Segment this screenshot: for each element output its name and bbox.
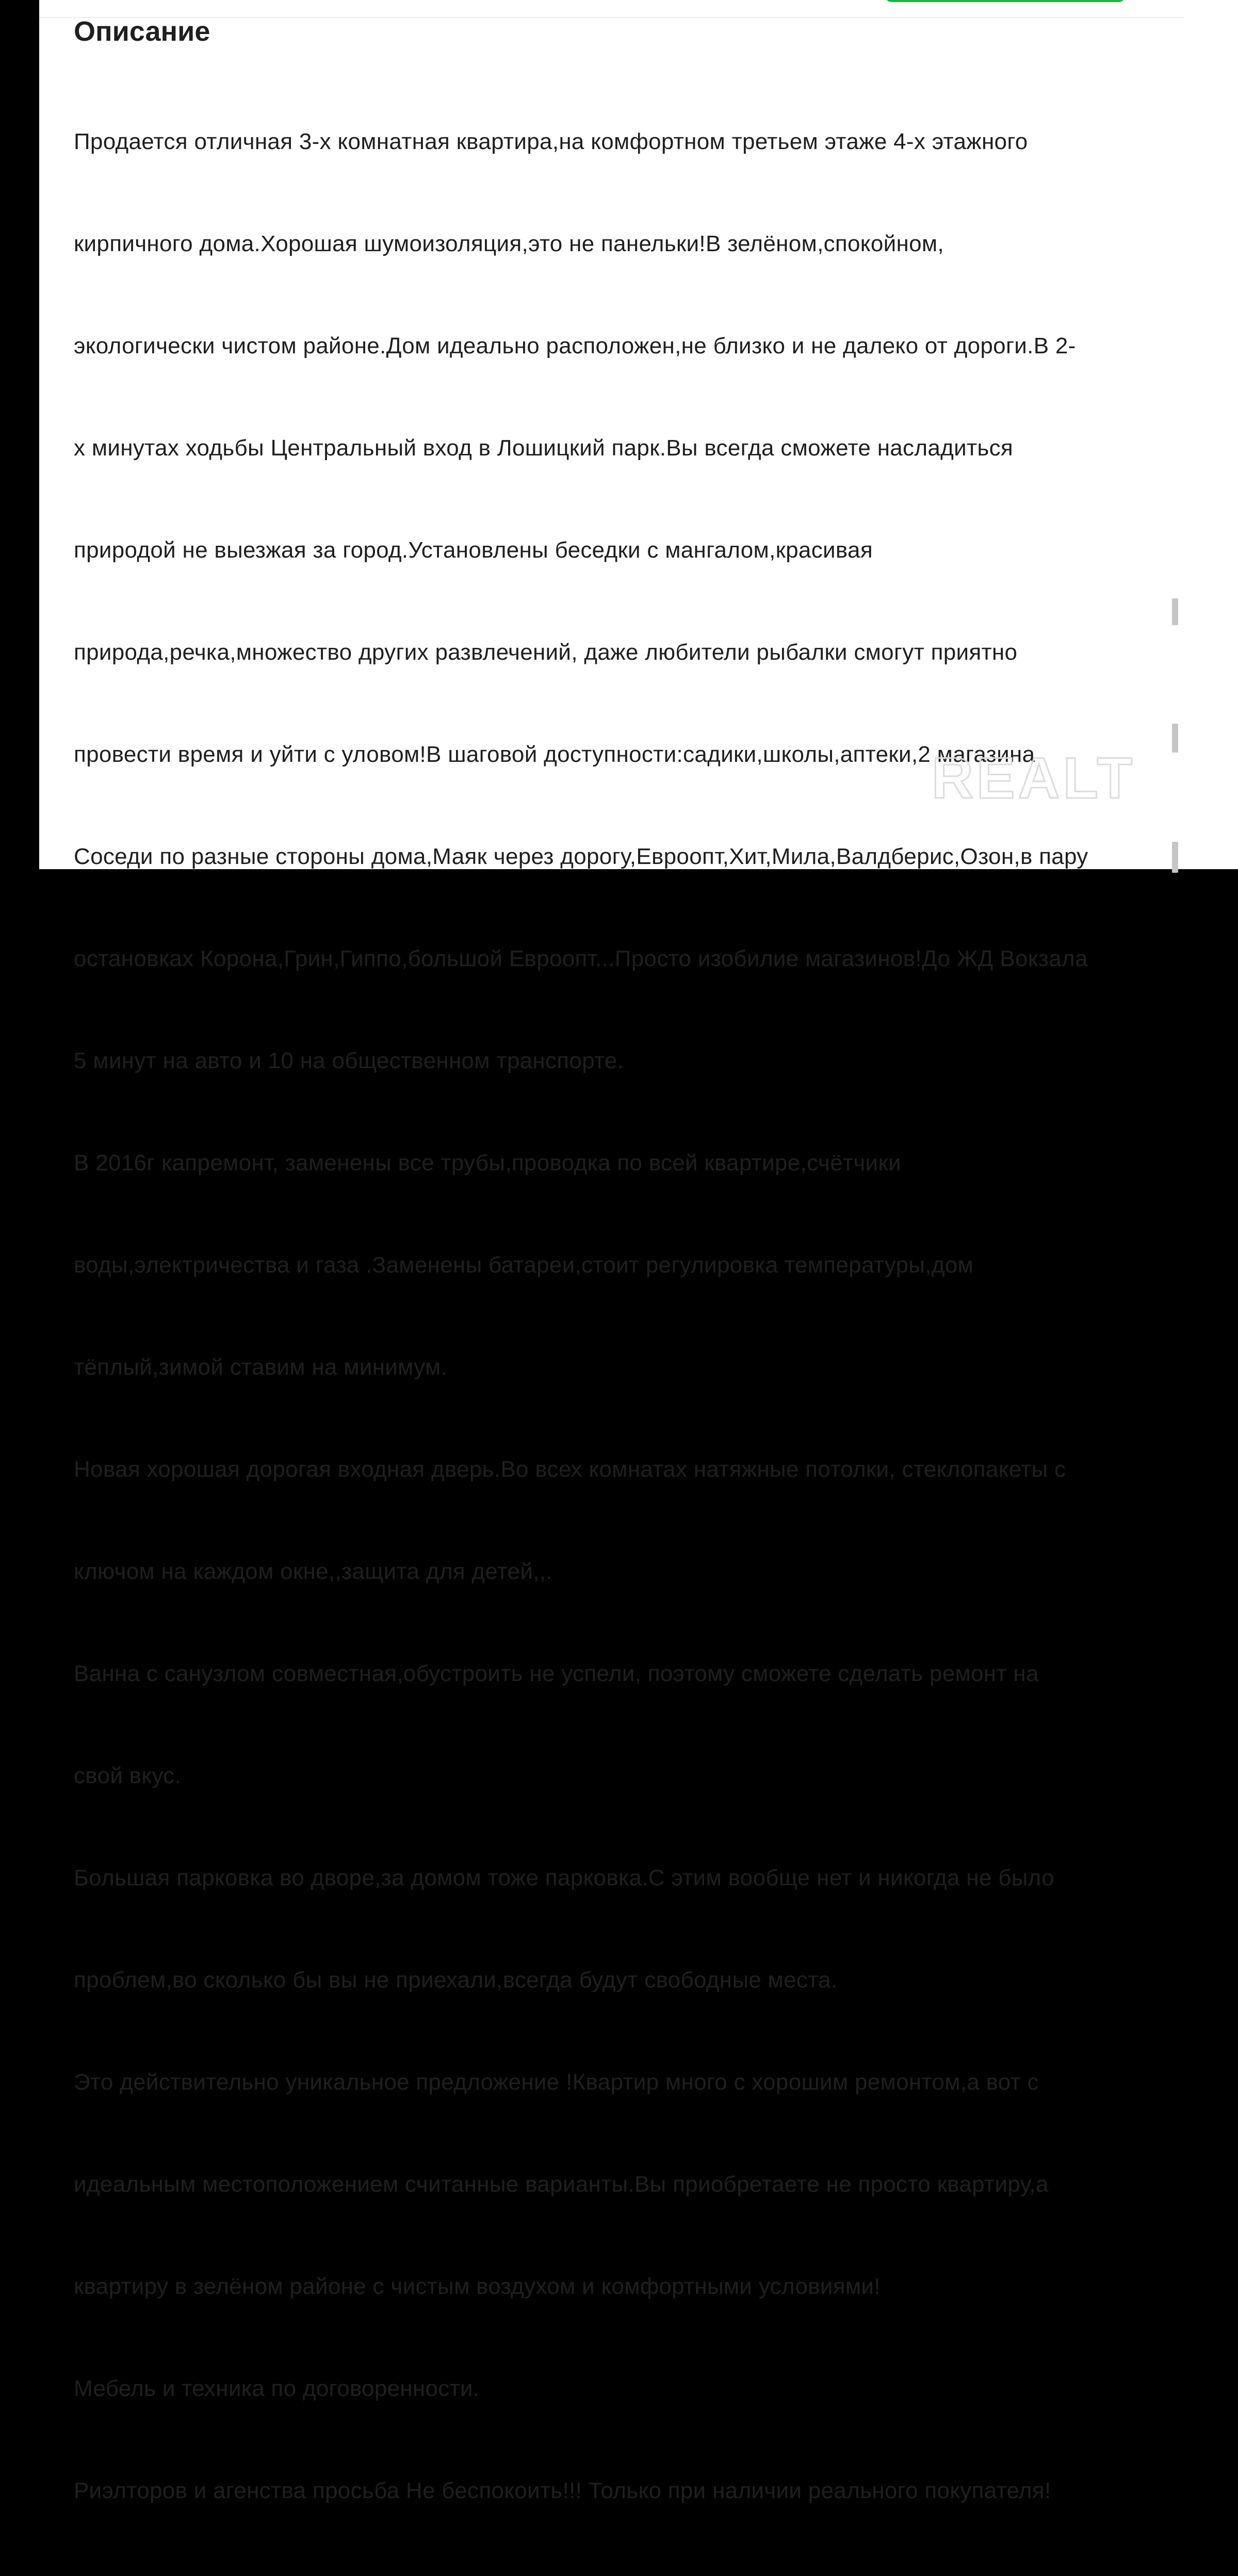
description-line: тёплый,зимой ставим на минимум. [74,1355,448,1380]
description-line: Это действительно уникальное предложение !Квартир много с хорошим ремонтом,а вот с [74,2069,1039,2095]
listing-page [39,0,1238,2503]
scroll-tick [1172,842,1178,873]
watermark-text: REALT [932,746,1135,810]
description-heading: Описание [74,16,210,47]
description-line: экологически чистом районе.Дом идеально расположен,не близко и не далеко от дороги.В 2- [74,333,1076,358]
description-line: Ванна с санузлом совместная,обустроить не успели, поэтому сможете сделать ремонт на [74,1661,1039,1686]
description-line: ключом на каждом окне,,защита для детей,,. [74,1559,552,1584]
scrollbar[interactable] [1172,0,1179,869]
description-line: проблем,во сколько бы вы не приехали,всегда будут свободные места. [74,1967,838,1993]
description-line: Новая хорошая дорогая входная дверь.Во всех комнатах натяжные потолки, стеклопакеты с [74,1457,1066,1482]
description-line: остановках Корона,Грин,Гиппо,большой Евроопт...Просто изобилие магазинов!До ЖД Вокзала [74,946,1088,971]
description-line: Риэлторов и агенства просьба Не беспокоить!!! Только при наличии реального покупателя! [74,2478,1051,2503]
description-line: свой вкус. [74,1763,182,1788]
description-section [74,15,1188,2576]
description-line: 5 минут на авто и 10 на общественном транспорте. [74,1048,624,1073]
description-line: воды,электричества и газа .Заменены батареи,стоит регулировка температуры,дом [74,1252,974,1278]
description-line: квартиру в зелёном районе с чистым воздухом и комфортными условиями! [74,2274,881,2299]
description-line: кирпичного дома.Хорошая шумоизоляция,это не панельки!В зелёном,спокойном, [74,231,944,256]
scroll-tick [1172,724,1178,753]
description-line: Мебель и техника по договоренности. [74,2376,480,2401]
contact-button[interactable] [885,0,1125,2]
description-line: Продается отличная 3-х комнатная квартира,на комфортном третьем этаже 4-х этажного [74,129,1028,154]
description-line: х минутах ходьбы Центральный вход в Лошицкий парк.Вы всегда сможете насладиться [74,435,1014,461]
description-line: Соседи по разные стороны дома,Маяк через дорогу,Евроопт,Хит,Мила,Валдберис,Озон,в пару [74,844,1088,869]
description-line: Большая парковка во дворе,за домом тоже парковка.С этим вообще нет и никогда не было [74,1865,1054,1890]
description-line: природа,речка,множество других развлечений, даже любители рыбалки смогут приятно [74,640,1018,665]
description-line: В 2016г капремонт, заменены все трубы,проводка по всей квартире,счётчики [74,1150,901,1176]
scroll-tick [1172,598,1178,625]
description-text [74,57,1188,2576]
description-line: провести время и уйти с уловом!В шаговой доступности:садики,школы,аптеки,2 магазина [74,742,1035,767]
description-line: природой не выезжая за город.Установлены беседки с мангалом,красивая [74,537,873,563]
description-line: идеальным местоположением считанные варианты.Вы приобретаете не просто квартиру,а [74,2172,1049,2197]
